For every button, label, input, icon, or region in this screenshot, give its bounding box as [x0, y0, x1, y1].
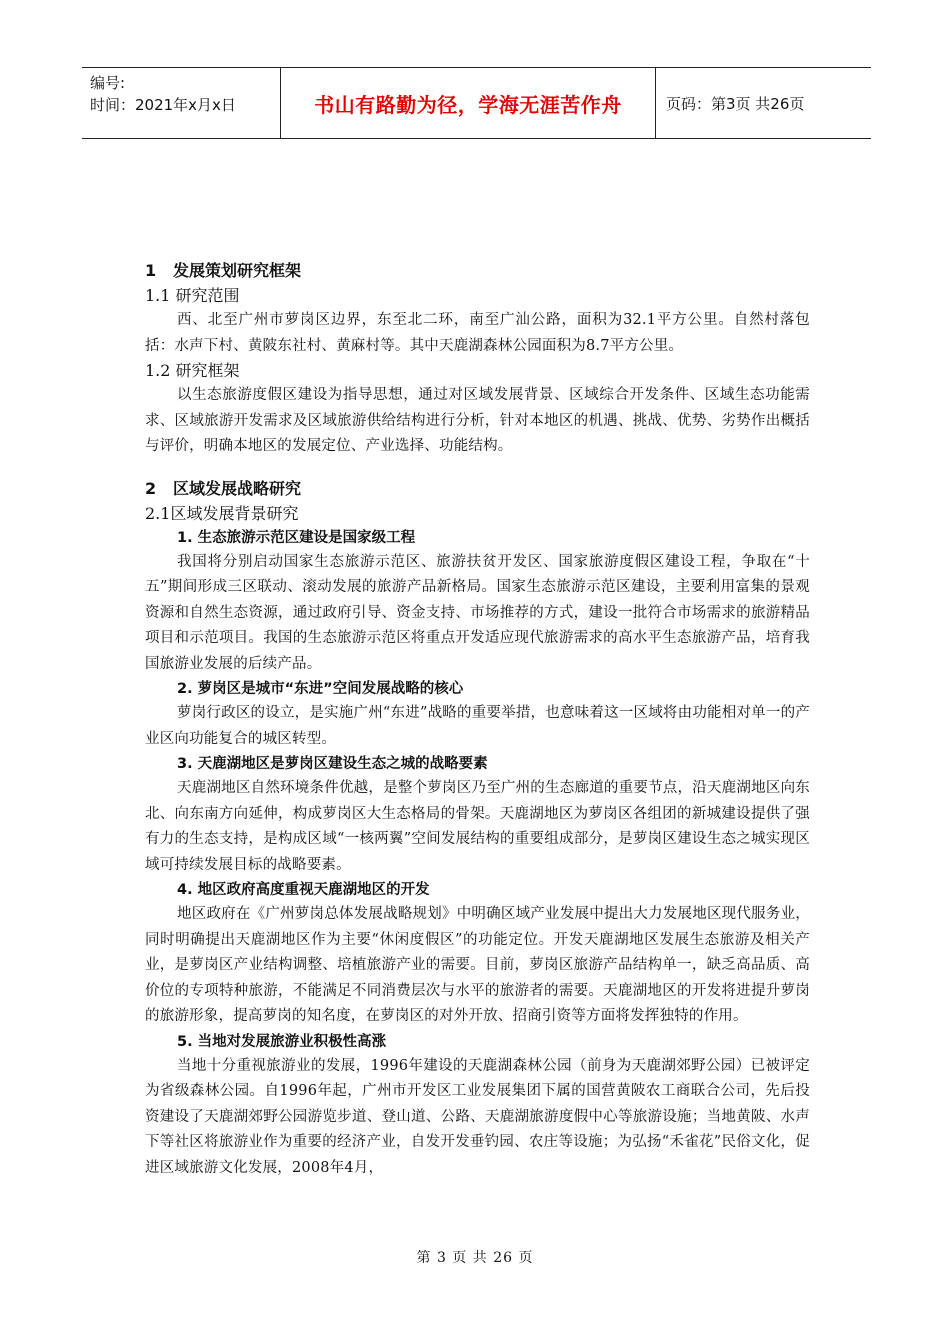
item-3-paragraph: 天鹿湖地区自然环境条件优越，是整个萝岗区乃至广州的生态廊道的重要节点，沿天鹿湖地区向东北、向东南方向延伸，构成萝岗区大生态格局的骨架。天鹿湖地区为萝岗区各组团的新城建设提供了强有力的生态支持，是构成区域“一核两翼”空间发展结构的重要组成部分，是萝岗区建设生态之城实现区域可持续发展目标的战略要素。 — [145, 780, 810, 873]
motto-cell — [281, 68, 656, 138]
section-1-heading: 1 发展策划研究框架 — [145, 261, 302, 280]
section-1-2-paragraph: 以生态旅游度假区建设为指导思想，通过对区域发展背景、区域综合开发条件、区域生态功能需求、区域旅游开发需求及区域旅游供给结构进行分析，针对本地区的机遇、挑战、优势、劣势作出概括与评价，明确本地区的发展定位、产业选择、功能结构。 — [145, 387, 810, 454]
section-2-1-heading: 2.1区域发展背景研究 — [145, 503, 299, 523]
item-2-paragraph: 萝岗行政区的设立，是实施广州“东进”战略的重要举措，也意味着这一区域将由功能相对单一的产业区向功能复合的城区转型。 — [145, 705, 810, 747]
section-1-2-heading: 1.2 研究框架 — [145, 361, 240, 380]
section-1-1-heading: 1.1 研究范围 — [145, 286, 240, 305]
serial-label: 编号: — [90, 74, 126, 92]
page-info-cell — [656, 68, 871, 138]
item-3-heading: 3. 天鹿湖地区是萝岗区建设生态之城的战略要素 — [177, 756, 488, 772]
header-meta-cell — [82, 68, 281, 138]
item-1-paragraph: 我国将分别启动国家生态旅游示范区、旅游扶贫开发区、国家旅游度假区建设工程，争取在“十五”期间形成三区联动、滚动发展的旅游产品新格局。国家生态旅游示范区建设，主要利用富集的景观资源和自然生态资源，通过政府引导、资金支持、市场推荐的方式，建设一批符合市场需求的旅游精品项目和示范项目。我国的生态旅游示范区将重点开发适应现代旅游需求的高水平生态旅游产品，培育我国旅游业发展的后续产品。 — [145, 553, 810, 672]
item-5-paragraph: 当地十分重视旅游业的发展，1996年建设的天鹿湖森林公园（前身为天鹿湖郊野公园）已被评定为省级森林公园。自1996年起，广州市开发区工业发展集团下属的国营黄陂农工商联合公司，先后投资建设了天鹿湖郊野公园游览步道、登山道、公路、天鹿湖旅游度假中心等旅游设施；当地黄陂、水声下等社区将旅游业作为重要的经济产业，自发开发垂钓园、农庄等设施；为弘扬“禾雀花”民俗文化，促进区域旅游文化发展，2008年4月， — [145, 1057, 810, 1176]
header-table — [82, 67, 871, 139]
page-info-text: 页码：第3页 共26页 — [666, 94, 805, 113]
item-1-heading: 1. 生态旅游示范区建设是国家级工程 — [177, 529, 416, 546]
section-1-1-paragraph: 西、北至广州市萝岗区边界，东至北二环，南至广汕公路，面积为32.1平方公里。自然村落包括：水声下村、黄陂东社村、黄麻村等。其中天鹿湖森林公园面积为8.7平方公里。 — [145, 312, 810, 354]
item-2-heading: 2. 萝岗区是城市“东进”空间发展战略的核心 — [177, 681, 464, 697]
item-4-heading: 4. 地区政府高度重视天鹿湖地区的开发 — [177, 882, 430, 898]
item-4-paragraph: 地区政府在《广州萝岗总体发展战略规划》中明确区域产业发展中提出大力发展地区现代服务业，同时明确提出天鹿湖地区作为主要“休闲度假区”的功能定位。开发天鹿湖地区发展生态旅游及相关产业，是萝岗区产业结构调整、培植旅游产业的需要。目前，萝岗区旅游产品结构单一，缺乏高品质、高价位的专项特种旅游，不能满足不同消费层次与水平的旅游者的需要。天鹿湖地区的开发将进提升萝岗的旅游形象，提高萝岗的知名度，在萝岗区的对外开放、招商引资等方面将发挥独特的作用。 — [145, 906, 810, 1024]
date-label: 时间：2021年x月x日 — [90, 96, 236, 114]
page-footer: 第 3 页 共 26 页 — [416, 1250, 534, 1266]
document-body — [145, 258, 810, 1181]
item-5-heading: 5. 当地对发展旅游业积极性高涨 — [177, 1033, 387, 1050]
motto-text: 书山有路勤为径，学海无涯苦作舟 — [314, 92, 622, 117]
section-2-heading: 2 区域发展战略研究 — [145, 478, 302, 498]
